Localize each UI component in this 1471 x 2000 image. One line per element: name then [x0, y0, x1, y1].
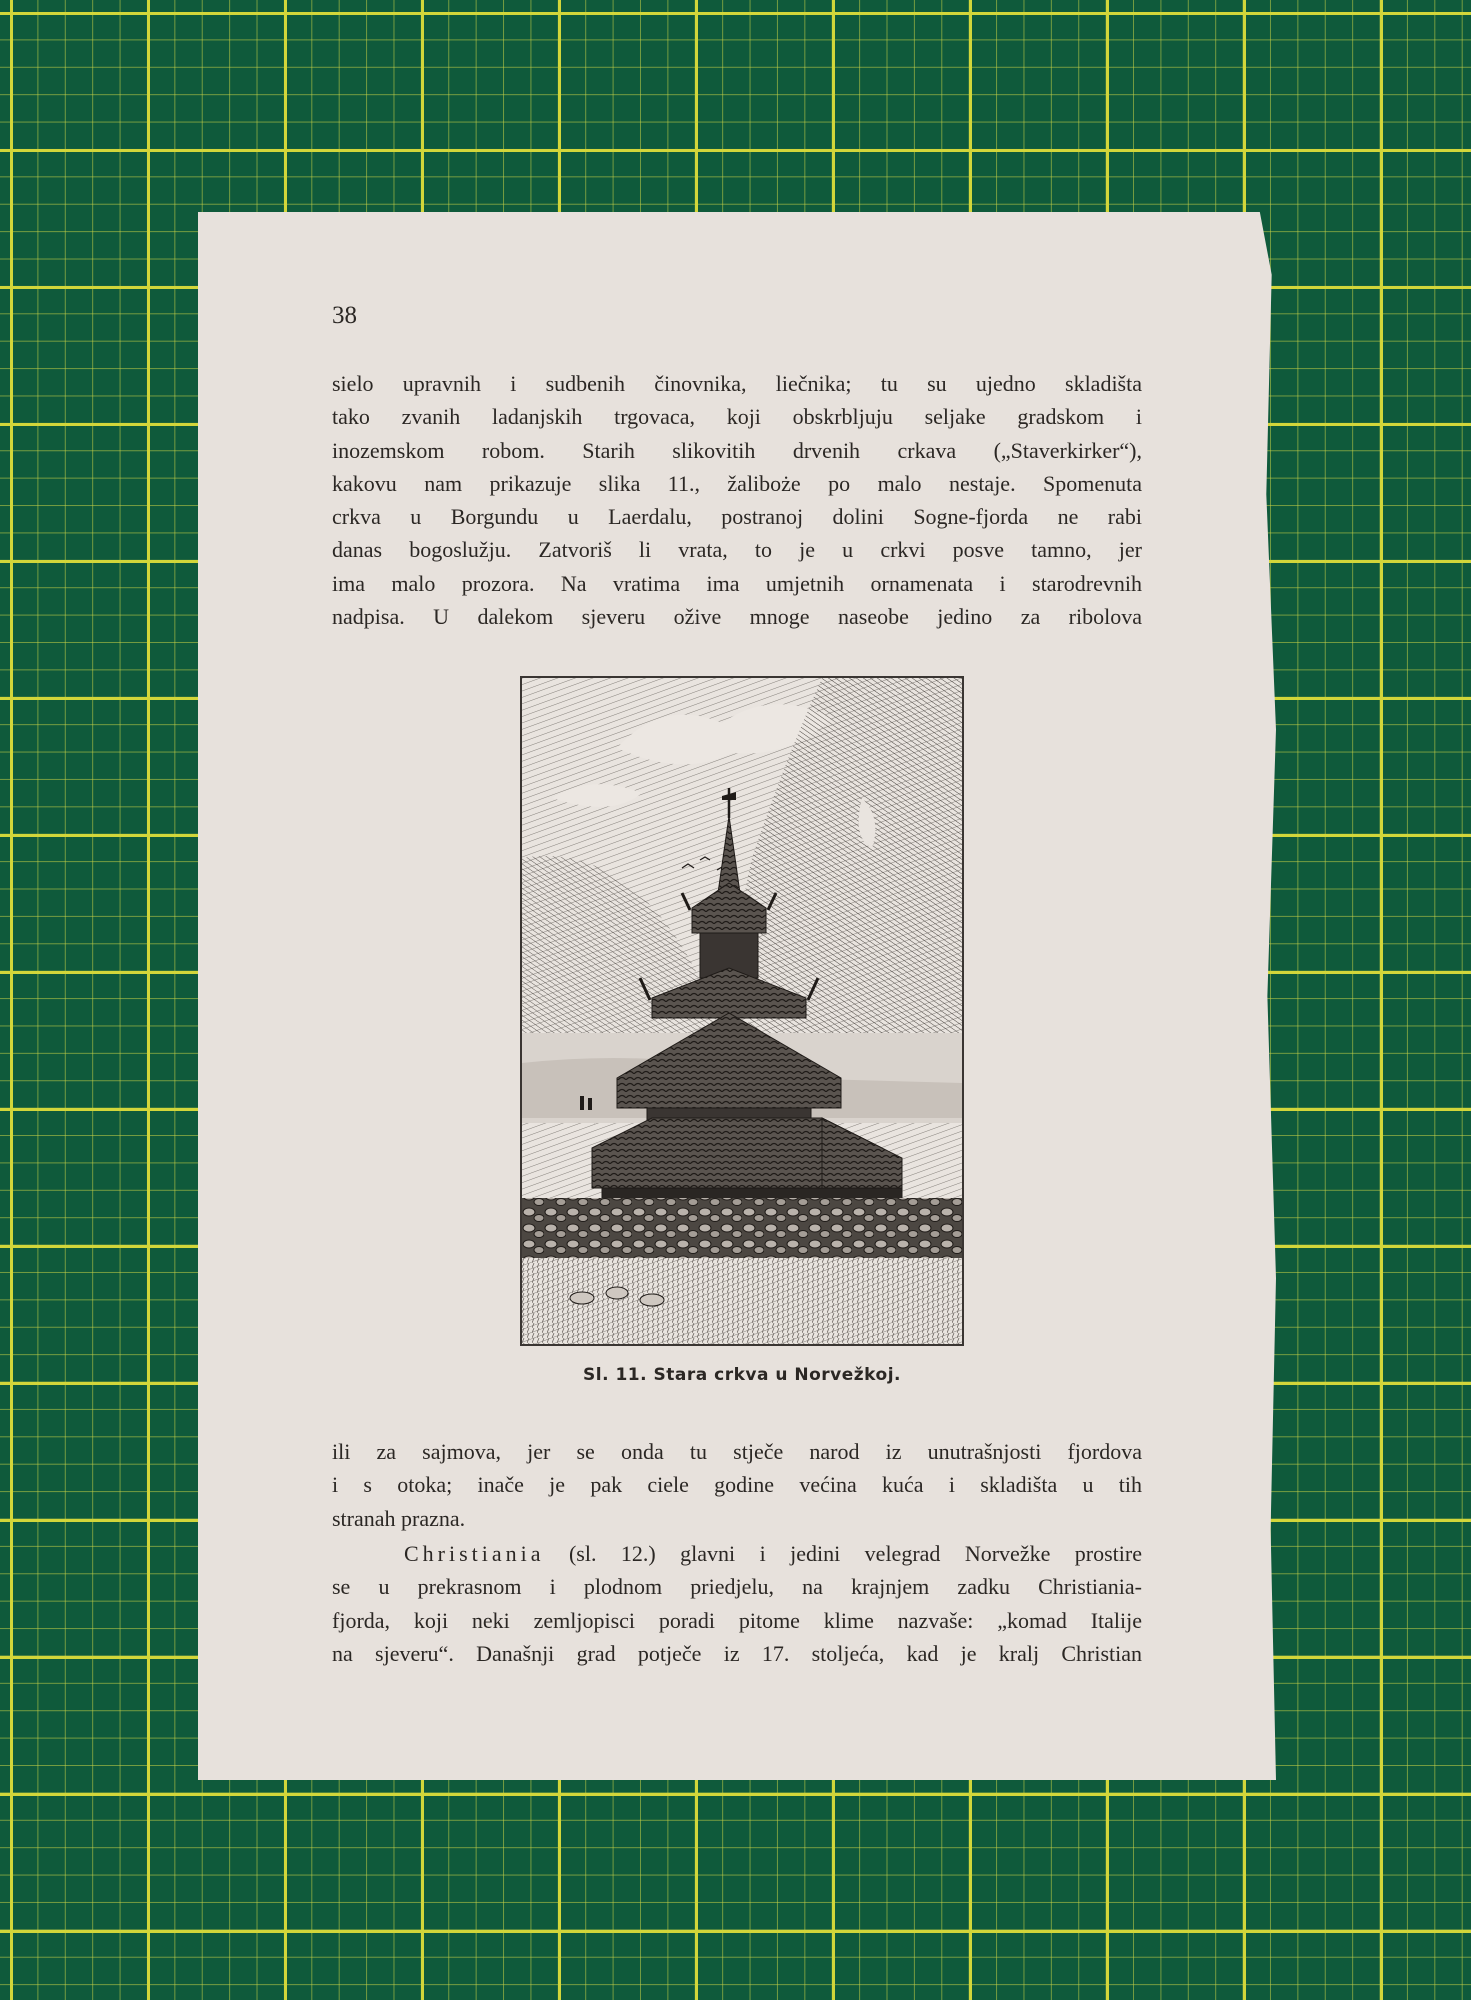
christiania-word: Christiania: [404, 1541, 545, 1566]
text-line: danas bogoslužju. Zatvoriš li vrata, to je u crkvi posve tamno, jer: [332, 537, 1142, 563]
text-line: na sjeveru“. Današnji grad potječe iz 17. stoljeća, kad je kralj Christian: [332, 1640, 1142, 1666]
text-line: ili za sajmova, jer se onda tu stječe narod iz unutrašnjosti fjordova: [332, 1439, 1142, 1464]
text-line: tako zvanih ladanjskih trgovaca, koji obskrbljuju seljake gradskom i: [332, 404, 1142, 430]
paragraph-middle: [332, 1435, 1142, 1535]
text-line-rest: (sl. 12.) glavni i jedini velegrad Norvežke prostire: [544, 1541, 1142, 1566]
text-line: crkva u Borgundu u Laerdalu, postranoj dolini Sogne-fjorda ne rabi: [332, 504, 1142, 530]
text-line: fjorda, koji neki zemljopisci poradi pitome klime nazvaše: „komad Italije: [332, 1607, 1142, 1633]
text-line: se u prekrasnom i plodnom priedjelu, na krajnjem zadku Christiania-: [332, 1574, 1142, 1600]
church-illustration: [520, 676, 964, 1346]
paragraph-top: [332, 367, 1142, 633]
text-line: sielo upravnih i sudbenih činovnika, liečnika; tu su ujedno skladišta: [332, 371, 1142, 396]
text-line: inozemskom robom. Starih slikovitih drvenih crkava („Staverkirker“),: [332, 437, 1142, 463]
figure-caption: Sl. 11. Stara crkva u Norvežkoj.: [583, 1365, 901, 1385]
page-number: 38: [332, 302, 357, 329]
text-line: i s otoka; inače je pak ciele godine većina kuća i skladišta u tih: [332, 1472, 1142, 1498]
text-line: kakovu nam prikazuje slika 11., žaliboże po malo nestaje. Spomenuta: [332, 470, 1142, 496]
text-line: stranah prazna.: [332, 1505, 466, 1531]
text-line: [332, 1537, 1142, 1570]
text-line: ima malo prozora. Na vratima ima umjetnih ornamenata i starodrevnih: [332, 570, 1142, 596]
text-line: nadpisa. U dalekom sjeveru ožive mnoge naseobe jedino za ribolova: [332, 604, 1142, 630]
paragraph-bottom: [332, 1537, 1142, 1670]
